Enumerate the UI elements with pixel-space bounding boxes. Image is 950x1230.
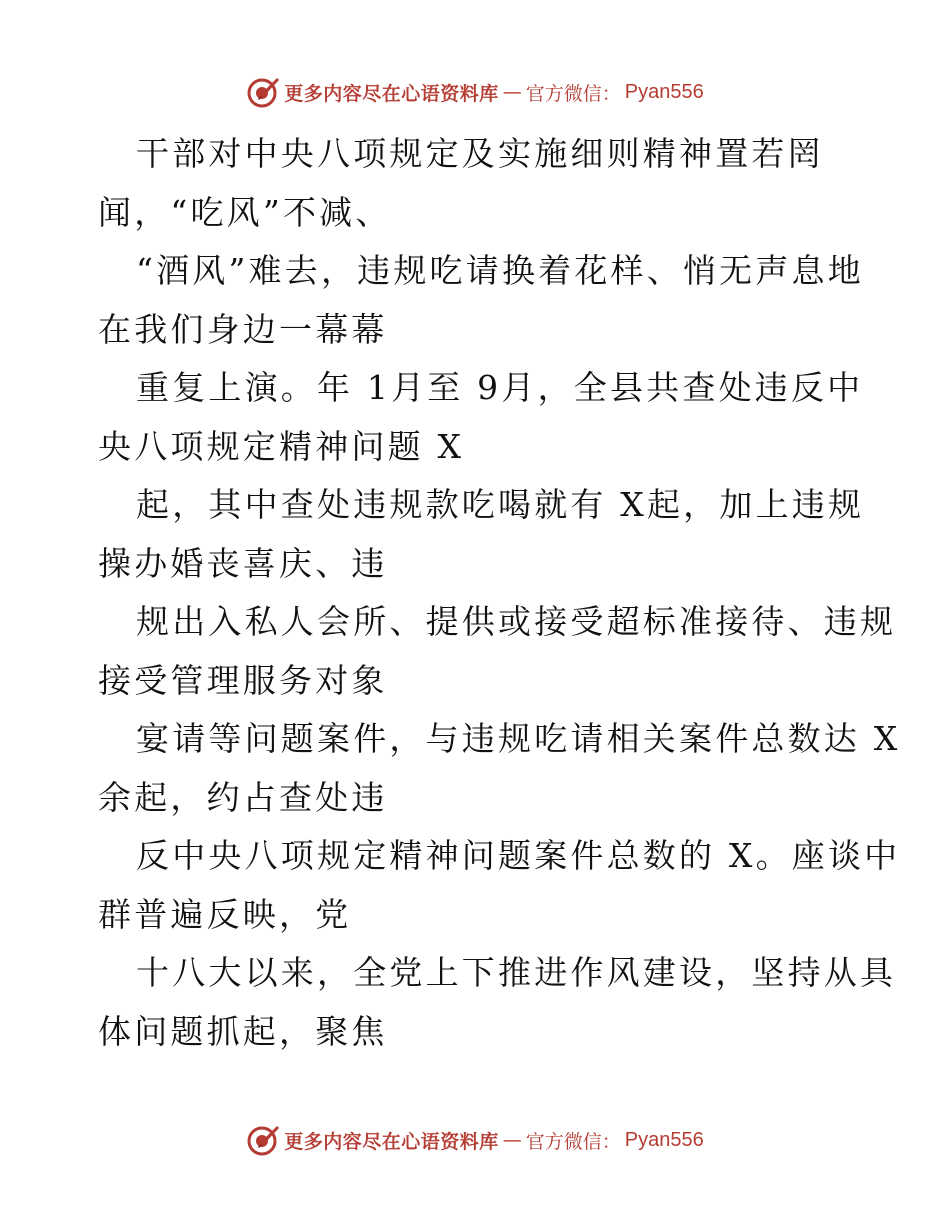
footer-dash: —	[502, 1129, 522, 1151]
body-line: 起，其中查处违规款吃喝就有 X起，加上违规	[136, 485, 865, 524]
footer-banner-inner	[246, 1123, 704, 1157]
footer-contact-label: 官方微信：	[525, 1130, 621, 1153]
body-line: 体问题抓起，聚焦	[98, 1011, 388, 1051]
body-line: 操办婚丧喜庆、违	[98, 543, 388, 583]
body-line: 干部对中央八项规定及实施细则精神置若罔	[136, 134, 824, 173]
quill-logo-icon	[246, 1123, 280, 1157]
quill-logo-icon	[246, 75, 280, 109]
body-line: 闻，“吃风”不减、	[98, 192, 392, 232]
header-contact-id: Pyan556	[624, 80, 704, 103]
body-line: “酒风”难去，违规吃请换着花样、悄无声息地	[136, 251, 864, 290]
footer-banner	[0, 1120, 950, 1160]
body-line: 接受管理服务对象	[98, 660, 388, 700]
body-line: 十八大以来，全党上下推进作风建设，坚持从具	[136, 953, 897, 992]
body-line: 反中央八项规定精神问题案件总数的 X。座谈中	[136, 836, 901, 875]
body-line: 余起，约占查处违	[98, 777, 388, 817]
header-dash: —	[502, 81, 522, 103]
header-banner-inner	[246, 75, 704, 109]
body-line: 在我们身边一幕幕	[98, 309, 388, 349]
header-banner	[0, 72, 950, 112]
body-line: 群普遍反映，党	[98, 894, 352, 934]
footer-contact-id: Pyan556	[624, 1128, 704, 1151]
body-line: 宴请等问题案件，与违规吃请相关案件总数达 X	[136, 719, 901, 758]
body-line: 规出入私人会所、提供或接受超标准接待、违规	[136, 602, 897, 641]
header-site-text: 更多内容尽在心语资料库	[284, 82, 499, 105]
body-line: 重复上演。年 1月至 9月，全县共查处违反中	[136, 368, 864, 407]
body-line: 央八项规定精神问题 X	[98, 426, 465, 466]
document-body	[98, 125, 901, 1061]
footer-site-text: 更多内容尽在心语资料库	[284, 1130, 499, 1153]
header-contact-label: 官方微信：	[525, 82, 621, 105]
